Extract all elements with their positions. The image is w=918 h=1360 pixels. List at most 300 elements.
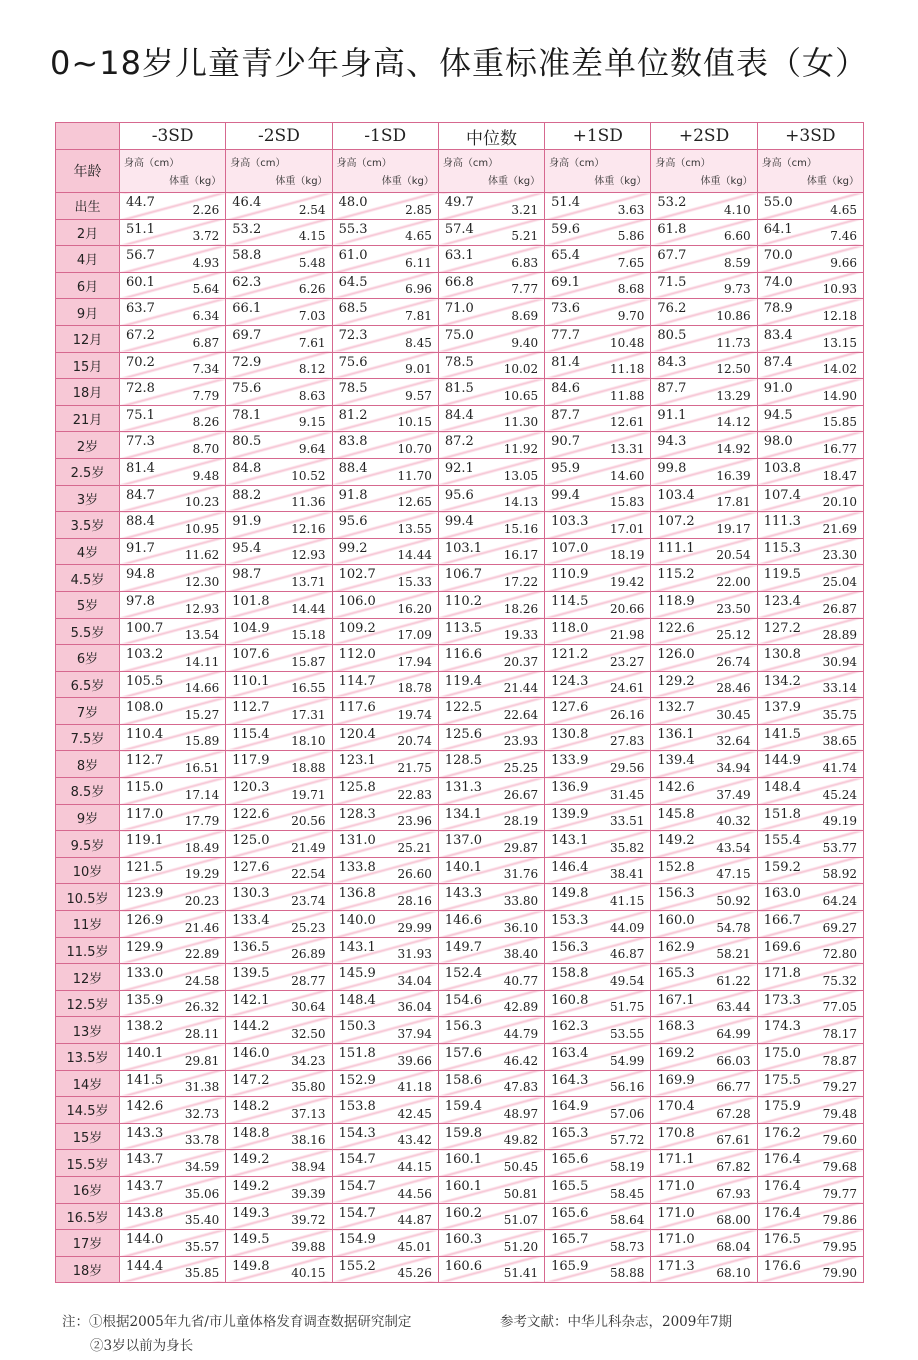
weight-value: 38.41 [610, 867, 645, 882]
height-value: 151.8 [763, 806, 801, 822]
height-value: 148.8 [232, 1125, 270, 1141]
weight-value: 10.95 [184, 521, 220, 536]
value-cell [226, 352, 332, 379]
weight-value: 17.79 [184, 814, 220, 829]
height-value: 116.6 [444, 647, 483, 663]
weight-value: 11.70 [397, 468, 432, 483]
weight-value: 8.12 [298, 362, 326, 377]
value-cell [226, 485, 332, 512]
value-cell [120, 299, 226, 326]
weight-value: 67.93 [716, 1186, 751, 1201]
height-value: 125.0 [232, 833, 270, 849]
value-cell [545, 591, 651, 618]
value-cell [438, 804, 544, 831]
value-cell [757, 990, 863, 1017]
weight-value: 50.45 [503, 1159, 539, 1174]
weight-value: 39.72 [291, 1213, 326, 1228]
value-cell [120, 1230, 226, 1257]
weight-value: 12.93 [184, 601, 220, 616]
weight-value: 11.88 [610, 388, 645, 403]
value-cell [120, 1044, 226, 1071]
value-cell [545, 964, 651, 991]
weight-value: 15.18 [291, 628, 326, 643]
weight-value: 48.97 [503, 1106, 539, 1121]
value-cell [332, 299, 438, 326]
height-value: 84.3 [657, 354, 687, 370]
height-value: 72.8 [126, 381, 155, 397]
value-cell [651, 1203, 757, 1230]
value-cell [120, 512, 226, 539]
height-value: 169.9 [657, 1072, 695, 1088]
height-value: 121.2 [551, 647, 589, 663]
height-value: 160.1 [444, 1178, 483, 1194]
value-cell [757, 565, 863, 592]
table-row [56, 1256, 864, 1283]
value-cell [438, 937, 544, 964]
weight-value: 16.39 [716, 468, 751, 483]
weight-value: 16.20 [397, 601, 432, 616]
weight-value: 15.27 [184, 707, 220, 722]
value-cell [332, 724, 438, 751]
weight-value: 35.75 [822, 707, 857, 722]
value-cell [438, 1123, 544, 1150]
table-row [56, 1176, 864, 1203]
table-row [56, 1017, 864, 1044]
height-unit-label: 身高（cm） [549, 158, 605, 169]
table-row [56, 591, 864, 618]
weight-value: 13.05 [503, 468, 539, 483]
height-value: 51.4 [551, 195, 581, 210]
height-value: 133.8 [338, 859, 376, 875]
height-value: 112.0 [338, 647, 376, 663]
weight-value: 14.11 [184, 654, 220, 669]
height-value: 154.7 [338, 1152, 376, 1168]
height-value: 139.4 [657, 753, 695, 769]
weight-value: 12.50 [716, 362, 751, 377]
weight-value: 51.07 [503, 1213, 539, 1228]
weight-value: 7.03 [298, 308, 326, 323]
height-value: 115.0 [126, 780, 164, 796]
weight-value: 72.80 [822, 947, 857, 962]
value-cell [545, 379, 651, 406]
weight-value: 25.04 [822, 574, 857, 589]
table-row [56, 272, 864, 299]
weight-value: 40.77 [503, 973, 539, 988]
value-cell [120, 911, 226, 938]
value-cell [757, 964, 863, 991]
height-value: 90.7 [551, 434, 581, 450]
height-value: 143.8 [126, 1205, 164, 1221]
height-value: 131.3 [444, 780, 483, 796]
height-value: 148.2 [232, 1099, 270, 1115]
weight-value: 8.68 [617, 282, 645, 297]
value-cell [226, 911, 332, 938]
header-corner [56, 123, 120, 150]
value-cell [438, 724, 544, 751]
height-value: 73.6 [551, 301, 581, 317]
age-cell: 7.5岁 [56, 724, 120, 751]
weight-value: 14.44 [291, 601, 326, 616]
value-cell [545, 432, 651, 459]
weight-value: 31.45 [610, 787, 645, 802]
value-cell [651, 937, 757, 964]
value-cell [226, 1044, 332, 1071]
height-value: 121.5 [126, 859, 164, 875]
value-cell [757, 325, 863, 352]
height-value: 144.2 [232, 1019, 270, 1035]
weight-value: 29.81 [184, 1053, 220, 1068]
height-value: 51.1 [126, 221, 155, 237]
value-cell [120, 857, 226, 884]
height-value: 149.2 [657, 833, 695, 849]
weight-value: 38.65 [822, 734, 857, 749]
height-value: 114.5 [551, 593, 589, 609]
unit-header [438, 150, 544, 193]
value-cell [226, 246, 332, 273]
height-value: 69.7 [232, 327, 262, 343]
weight-value: 6.60 [723, 229, 751, 244]
height-value: 176.4 [763, 1205, 801, 1221]
height-value: 69.1 [551, 274, 581, 290]
weight-value: 14.90 [822, 388, 857, 403]
value-cell [120, 831, 226, 858]
weight-value: 37.49 [716, 787, 751, 802]
weight-value: 33.14 [822, 681, 857, 696]
weight-value: 11.62 [184, 548, 220, 563]
age-cell: 17岁 [56, 1230, 120, 1257]
value-cell [226, 831, 332, 858]
height-value: 70.0 [763, 248, 793, 264]
height-value: 140.1 [444, 859, 483, 875]
weight-value: 28.11 [184, 1027, 220, 1041]
height-value: 103.4 [657, 487, 695, 503]
height-value: 80.5 [657, 327, 687, 343]
weight-value: 61.22 [716, 973, 751, 988]
weight-value: 58.45 [610, 1186, 645, 1201]
value-cell [651, 379, 757, 406]
value-cell [757, 432, 863, 459]
height-value: 159.2 [763, 859, 801, 875]
value-cell [757, 485, 863, 512]
value-cell [120, 1150, 226, 1177]
value-cell [226, 1256, 332, 1283]
value-cell [545, 671, 651, 698]
height-value: 138.2 [126, 1019, 164, 1035]
value-cell [757, 778, 863, 805]
height-value: 162.9 [657, 939, 695, 955]
height-value: 91.7 [126, 540, 155, 556]
value-cell [120, 724, 226, 751]
height-value: 162.3 [551, 1019, 589, 1035]
value-cell [545, 857, 651, 884]
age-cell: 9.5岁 [56, 831, 120, 858]
age-cell: 9月 [56, 299, 120, 326]
age-cell: 11岁 [56, 911, 120, 938]
value-cell [226, 1097, 332, 1124]
age-cell: 7岁 [56, 698, 120, 725]
weight-value: 23.30 [822, 548, 857, 563]
height-unit-label: 身高（cm） [336, 158, 392, 169]
weight-value: 66.77 [716, 1080, 751, 1095]
value-cell [757, 831, 863, 858]
value-cell [651, 857, 757, 884]
value-cell [120, 565, 226, 592]
weight-value: 30.94 [822, 654, 857, 669]
height-value: 136.9 [551, 780, 589, 796]
height-value: 139.5 [232, 966, 270, 982]
height-value: 169.6 [763, 939, 801, 955]
weight-value: 26.89 [291, 947, 326, 962]
age-cell: 15岁 [56, 1123, 120, 1150]
value-cell [120, 778, 226, 805]
height-value: 154.7 [338, 1205, 376, 1221]
weight-value: 18.49 [184, 840, 220, 855]
age-cell: 16.5岁 [56, 1203, 120, 1230]
height-value: 146.6 [444, 913, 483, 929]
height-value: 144.9 [763, 753, 801, 769]
weight-value: 31.38 [184, 1080, 220, 1095]
value-cell [120, 1123, 226, 1150]
weight-value: 13.55 [397, 521, 432, 536]
height-value: 176.6 [763, 1258, 801, 1274]
value-cell [651, 1044, 757, 1071]
height-value: 75.6 [338, 354, 368, 370]
height-value: 148.4 [338, 992, 376, 1008]
value-cell [757, 698, 863, 725]
table-row [56, 405, 864, 432]
height-value: 53.2 [657, 195, 687, 210]
height-value: 143.7 [126, 1152, 164, 1168]
weight-value: 10.86 [716, 308, 751, 323]
weight-value: 31.93 [397, 947, 432, 962]
weight-value: 50.92 [716, 894, 751, 909]
table-row [56, 964, 864, 991]
height-value: 84.6 [551, 381, 581, 397]
height-value: 164.3 [551, 1072, 589, 1088]
value-cell [226, 565, 332, 592]
height-value: 97.8 [126, 593, 155, 609]
value-cell [120, 193, 226, 220]
height-value: 140.1 [126, 1046, 164, 1061]
weight-value: 6.34 [192, 308, 220, 323]
height-value: 141.5 [126, 1072, 164, 1088]
weight-value: 23.50 [716, 601, 751, 616]
height-value: 71.5 [657, 274, 687, 290]
height-value: 78.5 [444, 354, 474, 370]
height-value: 103.8 [763, 460, 801, 476]
height-value: 81.4 [551, 354, 581, 370]
age-cell: 10.5岁 [56, 884, 120, 911]
value-cell [757, 937, 863, 964]
value-cell [545, 1097, 651, 1124]
value-cell [226, 857, 332, 884]
weight-value: 51.20 [503, 1239, 539, 1254]
value-cell [757, 1123, 863, 1150]
height-value: 100.7 [126, 620, 164, 636]
height-value: 57.4 [444, 221, 474, 237]
value-cell [651, 538, 757, 565]
value-cell [651, 990, 757, 1017]
height-value: 154.7 [338, 1178, 376, 1194]
height-value: 176.4 [763, 1152, 801, 1168]
value-cell [438, 405, 544, 432]
height-value: 170.4 [657, 1099, 695, 1115]
value-cell [651, 299, 757, 326]
weight-value: 14.02 [822, 362, 857, 377]
value-cell [120, 645, 226, 672]
height-value: 153.3 [551, 913, 589, 929]
value-cell [545, 884, 651, 911]
weight-value: 19.33 [503, 628, 539, 643]
age-cell: 4岁 [56, 538, 120, 565]
age-cell: 10岁 [56, 857, 120, 884]
weight-value: 15.33 [397, 574, 432, 589]
value-cell [545, 405, 651, 432]
weight-value: 9.57 [405, 388, 432, 403]
weight-value: 21.44 [503, 681, 539, 696]
height-value: 164.9 [551, 1099, 589, 1115]
height-unit-label: 身高（cm） [761, 158, 817, 169]
height-value: 163.0 [763, 886, 801, 902]
value-cell [332, 645, 438, 672]
weight-unit-label: 体重（kg） [487, 176, 541, 187]
value-cell [651, 565, 757, 592]
value-cell [757, 538, 863, 565]
height-value: 77.7 [551, 327, 581, 343]
height-value: 81.2 [338, 407, 368, 423]
value-cell [226, 645, 332, 672]
height-value: 140.0 [338, 913, 376, 929]
height-value: 165.9 [551, 1258, 589, 1274]
height-value: 95.4 [232, 540, 262, 556]
age-cell: 3岁 [56, 485, 120, 512]
value-cell [438, 512, 544, 539]
weight-value: 57.06 [610, 1106, 645, 1121]
weight-value: 3.72 [192, 229, 220, 244]
weight-value: 10.70 [397, 441, 432, 456]
column-header: +1SD [545, 123, 651, 150]
height-value: 165.6 [551, 1205, 589, 1221]
table-row [56, 538, 864, 565]
unit-header [545, 150, 651, 193]
height-value: 129.2 [657, 673, 695, 689]
value-cell [120, 538, 226, 565]
value-cell [332, 485, 438, 512]
weight-value: 32.50 [291, 1027, 326, 1041]
weight-value: 67.61 [716, 1133, 751, 1148]
weight-value: 78.17 [822, 1027, 857, 1041]
age-cell: 8.5岁 [56, 778, 120, 805]
value-cell [651, 1150, 757, 1177]
age-cell: 4月 [56, 246, 120, 273]
weight-value: 21.69 [822, 521, 857, 536]
value-cell [438, 671, 544, 698]
weight-value: 49.19 [822, 814, 857, 829]
weight-value: 22.83 [397, 787, 432, 802]
weight-value: 54.99 [610, 1053, 645, 1068]
height-value: 149.2 [232, 1178, 270, 1194]
height-value: 176.4 [763, 1178, 801, 1194]
weight-value: 5.64 [192, 282, 220, 297]
table-row [56, 352, 864, 379]
weight-value: 13.54 [184, 628, 220, 643]
weight-value: 7.46 [830, 229, 857, 244]
table-row [56, 1230, 864, 1257]
value-cell [545, 804, 651, 831]
value-cell [332, 1150, 438, 1177]
height-value: 133.9 [551, 753, 589, 769]
weight-value: 6.96 [405, 282, 432, 297]
height-value: 83.4 [763, 327, 793, 343]
weight-value: 26.87 [822, 601, 857, 616]
height-value: 137.0 [444, 833, 483, 849]
height-value: 133.0 [126, 966, 164, 982]
weight-value: 43.42 [397, 1133, 432, 1148]
weight-value: 37.13 [291, 1106, 326, 1121]
weight-value: 3.63 [617, 202, 645, 217]
height-value: 113.5 [444, 620, 483, 636]
value-cell [545, 299, 651, 326]
weight-value: 57.72 [610, 1133, 645, 1148]
weight-value: 75.32 [822, 973, 857, 988]
value-cell [651, 432, 757, 459]
value-cell [651, 671, 757, 698]
weight-value: 20.37 [503, 654, 539, 669]
value-cell [120, 884, 226, 911]
height-value: 67.2 [126, 327, 155, 343]
weight-value: 9.70 [617, 308, 645, 323]
height-value: 94.3 [657, 434, 687, 450]
height-value: 171.0 [657, 1205, 695, 1221]
weight-value: 44.15 [397, 1159, 432, 1174]
value-cell [332, 1044, 438, 1071]
height-value: 137.9 [763, 700, 801, 716]
value-cell [120, 1256, 226, 1283]
weight-value: 79.77 [822, 1186, 857, 1201]
height-value: 165.5 [551, 1178, 589, 1194]
table-row [56, 485, 864, 512]
height-value: 48.0 [338, 195, 368, 210]
table-row [56, 1203, 864, 1230]
height-value: 175.9 [763, 1099, 801, 1115]
height-value: 163.4 [551, 1046, 589, 1061]
height-value: 58.8 [232, 248, 262, 264]
height-value: 91.0 [763, 381, 793, 397]
weight-value: 33.80 [503, 894, 539, 909]
height-value: 144.0 [126, 1232, 164, 1248]
value-cell [757, 246, 863, 273]
value-cell [545, 1230, 651, 1257]
value-cell [545, 831, 651, 858]
height-unit-label: 身高（cm） [230, 158, 286, 169]
height-value: 55.0 [763, 195, 793, 210]
height-value: 91.8 [338, 487, 368, 503]
value-cell [332, 671, 438, 698]
height-value: 119.4 [444, 673, 483, 689]
value-cell [545, 990, 651, 1017]
value-cell [545, 645, 651, 672]
height-value: 136.8 [338, 886, 376, 902]
weight-value: 40.15 [291, 1266, 326, 1281]
height-value: 110.9 [551, 567, 589, 583]
value-cell [438, 698, 544, 725]
unit-header [332, 150, 438, 193]
age-cell: 16岁 [56, 1176, 120, 1203]
weight-value: 22.00 [716, 574, 751, 589]
weight-value: 68.04 [716, 1239, 751, 1254]
height-value: 98.0 [763, 434, 793, 450]
height-value: 156.3 [551, 939, 589, 955]
